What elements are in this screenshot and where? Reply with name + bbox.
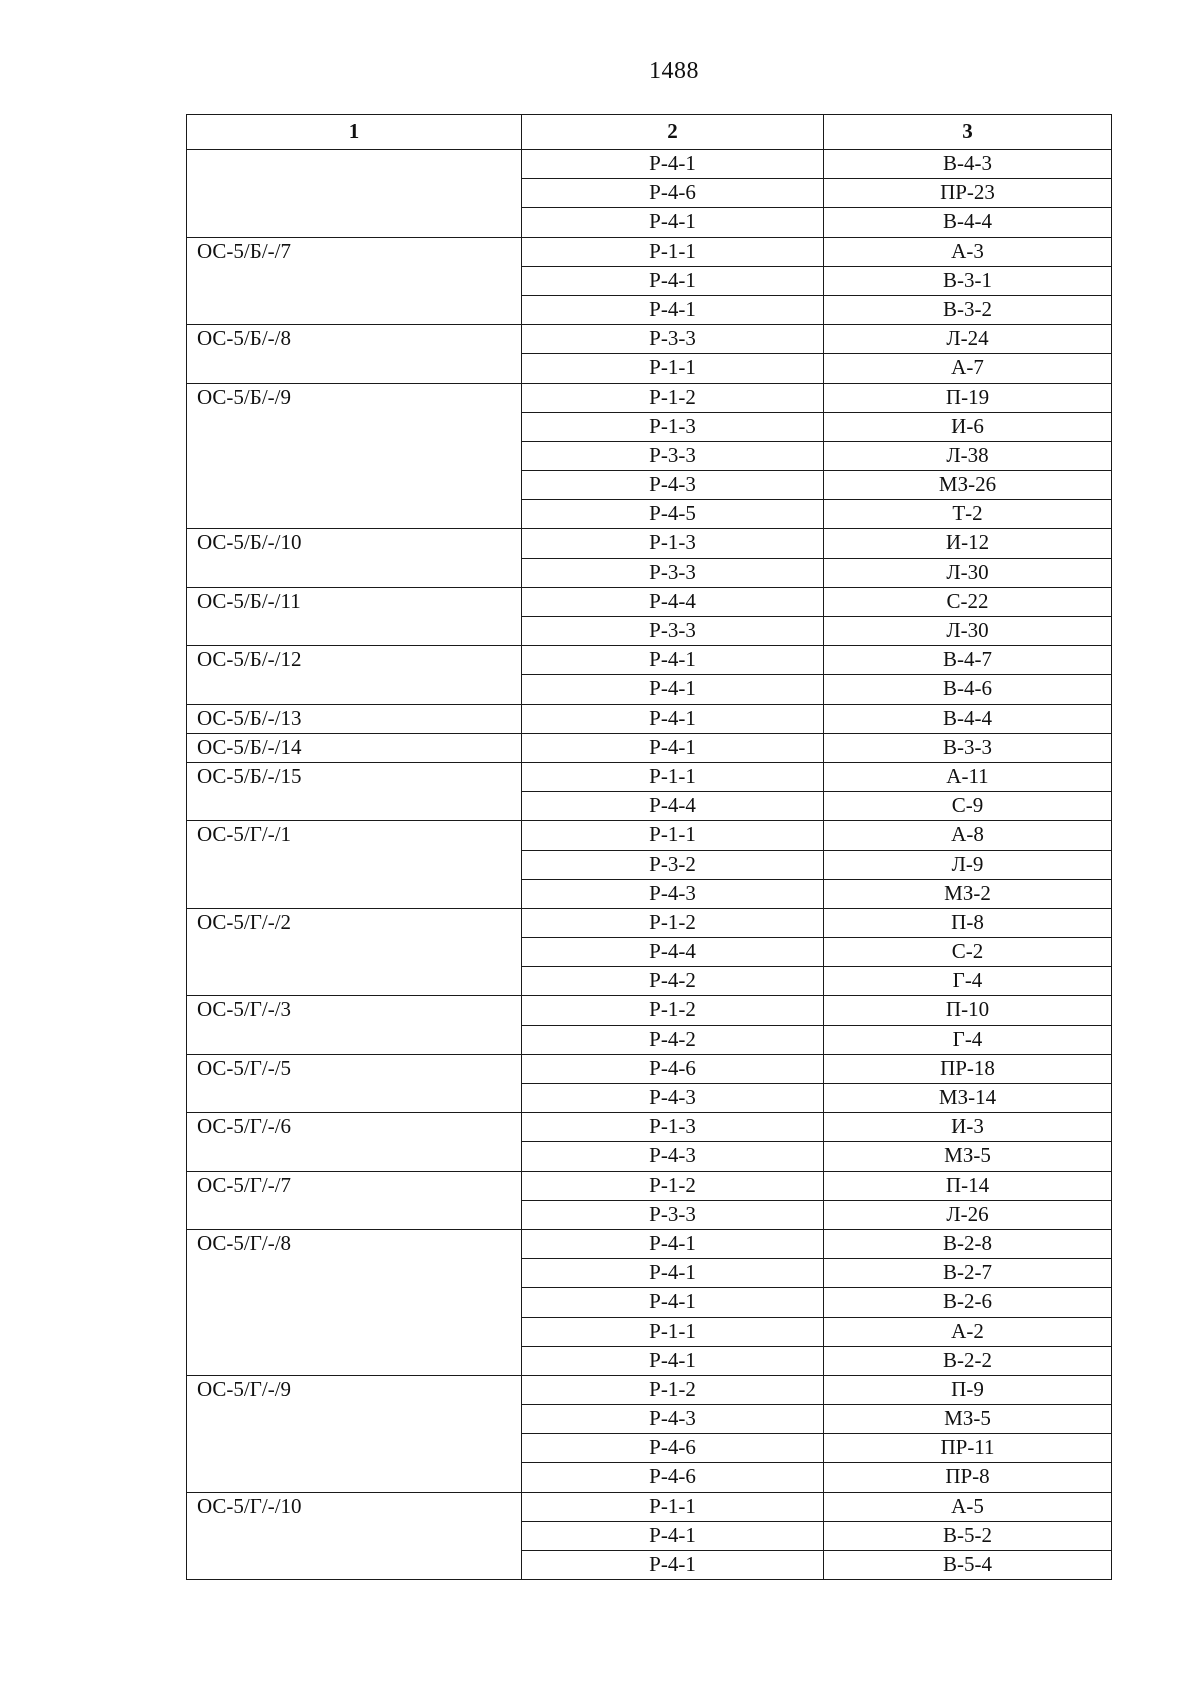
code-cell-col3: И-3 <box>824 1113 1112 1142</box>
code-cell-col2: Р-4-1 <box>522 1521 824 1550</box>
group-code-cell: ОС-5/Г/-/7 <box>187 1171 522 1229</box>
data-table <box>186 114 1112 1580</box>
code-cell-col3: ПР-23 <box>824 179 1112 208</box>
code-cell-col2: Р-1-3 <box>522 412 824 441</box>
code-cell-col3: П-19 <box>824 383 1112 412</box>
code-cell-col3: В-3-2 <box>824 295 1112 324</box>
code-cell-col3: Л-9 <box>824 850 1112 879</box>
code-cell-col2: Р-4-2 <box>522 967 824 996</box>
table-row <box>187 325 1112 354</box>
group-code-cell: ОС-5/Г/-/9 <box>187 1375 522 1492</box>
code-cell-col2: Р-1-1 <box>522 237 824 266</box>
code-cell-col3: И-12 <box>824 529 1112 558</box>
code-cell-col3: А-3 <box>824 237 1112 266</box>
group-code-cell: ОС-5/Г/-/6 <box>187 1113 522 1171</box>
group-code-cell: ОС-5/Г/-/5 <box>187 1054 522 1112</box>
code-cell-col3: ПР-8 <box>824 1463 1112 1492</box>
table-row <box>187 908 1112 937</box>
code-cell-col2: Р-4-6 <box>522 1054 824 1083</box>
code-cell-col2: Р-1-1 <box>522 821 824 850</box>
code-cell-col3: В-2-6 <box>824 1288 1112 1317</box>
group-code-cell: ОС-5/Б/-/15 <box>187 762 522 820</box>
code-cell-col2: Р-4-1 <box>522 208 824 237</box>
code-cell-col3: П-8 <box>824 908 1112 937</box>
table-row <box>187 587 1112 616</box>
code-cell-col3: МЗ-26 <box>824 471 1112 500</box>
code-cell-col3: В-3-3 <box>824 733 1112 762</box>
code-cell-col2: Р-3-3 <box>522 617 824 646</box>
code-cell-col3: МЗ-2 <box>824 879 1112 908</box>
code-cell-col2: Р-4-1 <box>522 1229 824 1258</box>
code-cell-col3: А-2 <box>824 1317 1112 1346</box>
code-cell-col3: С-9 <box>824 792 1112 821</box>
code-cell-col3: Л-26 <box>824 1200 1112 1229</box>
code-cell-col2: Р-1-1 <box>522 354 824 383</box>
code-cell-col3: Т-2 <box>824 500 1112 529</box>
code-cell-col2: Р-4-1 <box>522 1346 824 1375</box>
table-row <box>187 762 1112 791</box>
code-cell-col3: В-4-4 <box>824 208 1112 237</box>
column-header-3: 3 <box>824 115 1112 150</box>
table-row <box>187 1229 1112 1258</box>
code-cell-col2: Р-4-1 <box>522 1259 824 1288</box>
column-header-1: 1 <box>187 115 522 150</box>
code-cell-col2: Р-4-4 <box>522 792 824 821</box>
code-cell-col3: И-6 <box>824 412 1112 441</box>
code-cell-col3: П-9 <box>824 1375 1112 1404</box>
code-cell-col3: Г-4 <box>824 967 1112 996</box>
group-code-cell: ОС-5/Г/-/1 <box>187 821 522 909</box>
code-cell-col2: Р-4-1 <box>522 733 824 762</box>
group-code-cell <box>187 150 522 238</box>
group-code-cell: ОС-5/Б/-/9 <box>187 383 522 529</box>
code-cell-col3: С-2 <box>824 938 1112 967</box>
table-row <box>187 704 1112 733</box>
table-row <box>187 1054 1112 1083</box>
group-code-cell: ОС-5/Б/-/8 <box>187 325 522 383</box>
code-cell-col2: Р-4-3 <box>522 879 824 908</box>
code-cell-col2: Р-1-2 <box>522 996 824 1025</box>
code-cell-col3: Л-30 <box>824 617 1112 646</box>
code-cell-col2: Р-4-1 <box>522 704 824 733</box>
code-cell-col2: Р-4-1 <box>522 1288 824 1317</box>
code-cell-col2: Р-4-3 <box>522 471 824 500</box>
column-header-2: 2 <box>522 115 824 150</box>
code-cell-col3: В-5-2 <box>824 1521 1112 1550</box>
code-cell-col3: В-5-4 <box>824 1551 1112 1580</box>
code-cell-col2: Р-3-2 <box>522 850 824 879</box>
code-cell-col2: Р-4-3 <box>522 1142 824 1171</box>
group-code-cell: ОС-5/Б/-/7 <box>187 237 522 325</box>
code-cell-col3: В-4-7 <box>824 646 1112 675</box>
code-cell-col2: Р-3-3 <box>522 325 824 354</box>
table-row <box>187 150 1112 179</box>
group-code-cell: ОС-5/Б/-/11 <box>187 587 522 645</box>
code-cell-col2: Р-4-6 <box>522 179 824 208</box>
code-cell-col2: Р-4-6 <box>522 1463 824 1492</box>
group-code-cell: ОС-5/Г/-/2 <box>187 908 522 996</box>
code-cell-col3: Г-4 <box>824 1025 1112 1054</box>
code-cell-col3: П-14 <box>824 1171 1112 1200</box>
group-code-cell: ОС-5/Б/-/13 <box>187 704 522 733</box>
code-cell-col3: ПР-11 <box>824 1434 1112 1463</box>
table-row <box>187 646 1112 675</box>
code-cell-col3: А-7 <box>824 354 1112 383</box>
code-cell-col2: Р-1-3 <box>522 529 824 558</box>
code-cell-col2: Р-4-1 <box>522 295 824 324</box>
code-cell-col2: Р-4-4 <box>522 938 824 967</box>
code-cell-col3: В-4-6 <box>824 675 1112 704</box>
code-cell-col2: Р-4-6 <box>522 1434 824 1463</box>
group-code-cell: ОС-5/Г/-/3 <box>187 996 522 1054</box>
group-code-cell: ОС-5/Б/-/12 <box>187 646 522 704</box>
group-code-cell: ОС-5/Г/-/8 <box>187 1229 522 1375</box>
code-cell-col2: Р-3-3 <box>522 558 824 587</box>
code-cell-col2: Р-4-4 <box>522 587 824 616</box>
code-cell-col2: Р-1-1 <box>522 762 824 791</box>
code-cell-col3: В-4-4 <box>824 704 1112 733</box>
code-cell-col2: Р-4-1 <box>522 1551 824 1580</box>
table-row <box>187 383 1112 412</box>
code-cell-col3: С-22 <box>824 587 1112 616</box>
code-cell-col3: МЗ-14 <box>824 1084 1112 1113</box>
table-row <box>187 733 1112 762</box>
table-body <box>187 150 1112 1580</box>
code-cell-col2: Р-4-1 <box>522 266 824 295</box>
table-row <box>187 1492 1112 1521</box>
code-cell-col3: Л-24 <box>824 325 1112 354</box>
code-cell-col2: Р-1-2 <box>522 908 824 937</box>
code-cell-col2: Р-1-2 <box>522 1171 824 1200</box>
code-cell-col2: Р-4-1 <box>522 646 824 675</box>
table-header-row <box>187 115 1112 150</box>
code-cell-col3: МЗ-5 <box>824 1142 1112 1171</box>
group-code-cell: ОС-5/Г/-/10 <box>187 1492 522 1580</box>
code-cell-col3: А-11 <box>824 762 1112 791</box>
code-cell-col3: В-2-7 <box>824 1259 1112 1288</box>
code-cell-col3: А-5 <box>824 1492 1112 1521</box>
code-cell-col3: МЗ-5 <box>824 1405 1112 1434</box>
table-row <box>187 1113 1112 1142</box>
code-cell-col2: Р-3-3 <box>522 441 824 470</box>
code-cell-col3: Л-38 <box>824 441 1112 470</box>
code-cell-col2: Р-1-3 <box>522 1113 824 1142</box>
code-cell-col3: В-3-1 <box>824 266 1112 295</box>
group-code-cell: ОС-5/Б/-/14 <box>187 733 522 762</box>
group-code-cell: ОС-5/Б/-/10 <box>187 529 522 587</box>
table-row <box>187 237 1112 266</box>
code-cell-col3: Л-30 <box>824 558 1112 587</box>
code-cell-col2: Р-1-1 <box>522 1492 824 1521</box>
code-cell-col3: П-10 <box>824 996 1112 1025</box>
code-cell-col3: В-4-3 <box>824 150 1112 179</box>
code-cell-col3: В-2-2 <box>824 1346 1112 1375</box>
code-cell-col2: Р-3-3 <box>522 1200 824 1229</box>
page-number: 1488 <box>649 58 699 84</box>
code-cell-col2: Р-1-2 <box>522 1375 824 1404</box>
table-row <box>187 821 1112 850</box>
code-cell-col2: Р-4-1 <box>522 675 824 704</box>
code-cell-col2: Р-4-5 <box>522 500 824 529</box>
code-cell-col2: Р-1-2 <box>522 383 824 412</box>
code-cell-col3: ПР-18 <box>824 1054 1112 1083</box>
table-row <box>187 1171 1112 1200</box>
table-row <box>187 529 1112 558</box>
code-cell-col3: В-2-8 <box>824 1229 1112 1258</box>
code-cell-col2: Р-1-1 <box>522 1317 824 1346</box>
table-row <box>187 996 1112 1025</box>
table-row <box>187 1375 1112 1404</box>
code-cell-col2: Р-4-2 <box>522 1025 824 1054</box>
code-cell-col3: А-8 <box>824 821 1112 850</box>
code-cell-col2: Р-4-1 <box>522 150 824 179</box>
code-cell-col2: Р-4-3 <box>522 1084 824 1113</box>
code-cell-col2: Р-4-3 <box>522 1405 824 1434</box>
